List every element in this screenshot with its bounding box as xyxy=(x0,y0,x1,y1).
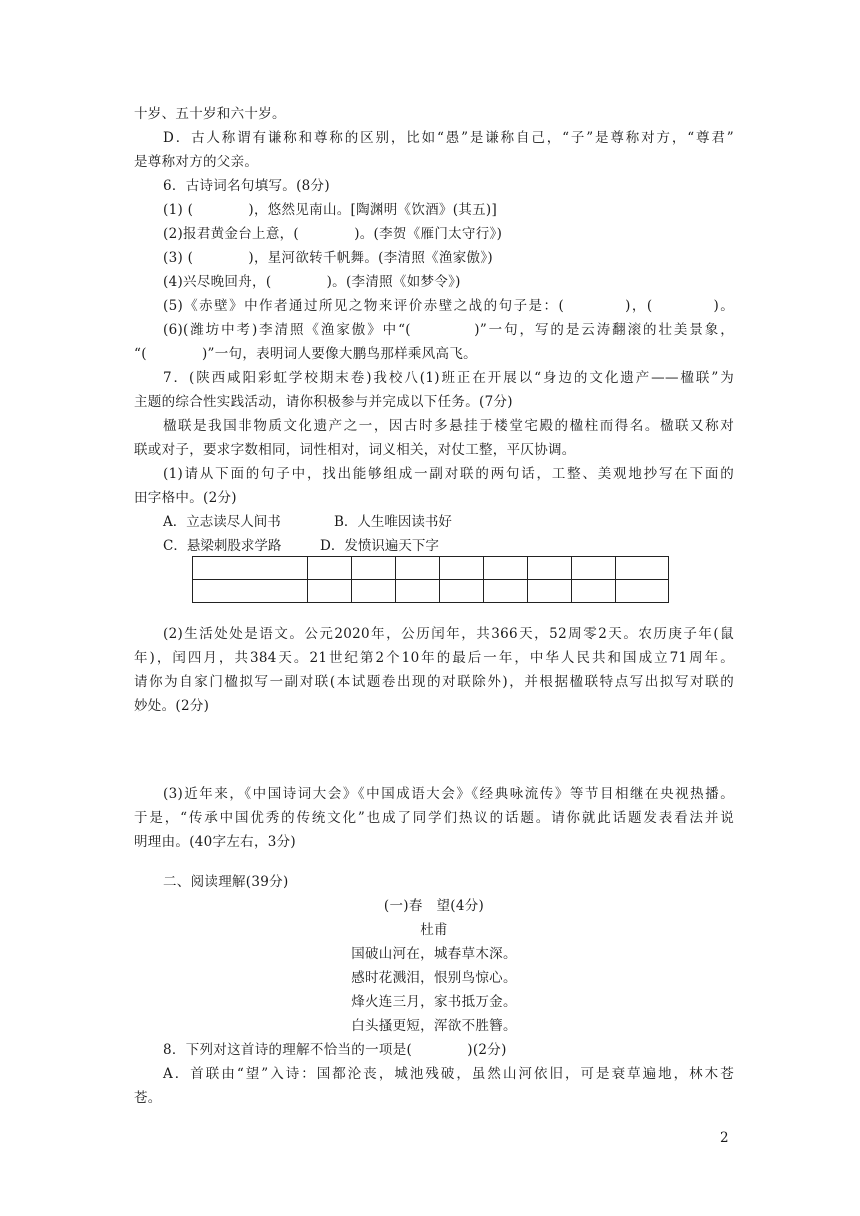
poem-line: 烽火连三月，家书抵万金。 xyxy=(351,994,517,1010)
grid-cell[interactable] xyxy=(352,557,396,580)
text-line: 于是，“传承中国优秀的传统文化”也成了同学们热议的话题。请你就此话题发表看法并说 xyxy=(134,810,734,826)
text-line: (6)(潍坊中考)李清照《渔家傲》中“( )”一句，写的是云涛翻滚的壮美景象， xyxy=(163,322,734,338)
option-c: C．悬梁刺股求学路 xyxy=(163,538,282,554)
text-line: A．首联由“望”入诗：国都沦丧，城池残破，虽然山河依旧，可是衰草遍地，林木苍 xyxy=(163,1066,734,1082)
couplet-writing-grid xyxy=(192,556,669,603)
section-heading: 二、阅读理解(39分) xyxy=(163,874,289,890)
text-line: 明理由。(40字左右，3分) xyxy=(134,834,297,850)
grid-cell[interactable] xyxy=(572,580,616,603)
grid-cell[interactable] xyxy=(616,557,669,580)
poem-author: 杜甫 xyxy=(420,922,448,938)
text-line: (3)近年来，《中国诗词大会》《中国成语大会》《经典咏流传》等节目相继在央视热播。 xyxy=(163,786,734,802)
poem-title: (一)春 望(4分) xyxy=(383,898,485,914)
page-number: 2 xyxy=(720,1130,729,1146)
grid-cell[interactable] xyxy=(396,557,440,580)
question-7-heading: 7．(陕西咸阳彩虹学校期末卷)我校八(1)班正在开展以“身边的文化遗产——楹联”为 xyxy=(163,370,734,386)
text-line: D．古人称谓有谦称和尊称的区别，比如“愚”是谦称自己，“子”是尊称对方，“尊君” xyxy=(163,130,734,146)
option-d: D．发愤识遍天下字 xyxy=(320,538,439,554)
grid-cell[interactable] xyxy=(308,557,352,580)
grid-cell[interactable] xyxy=(352,580,396,603)
text-line: 妙处。(2分) xyxy=(134,698,210,714)
question-8-heading: 8．下列对这首诗的理解不恰当的一项是( )(2分) xyxy=(163,1042,507,1058)
grid-cell[interactable] xyxy=(484,557,528,580)
question-6-heading: 6．古诗词名句填写。(8分) xyxy=(163,178,330,194)
text-line: (4)兴尽晚回舟，( )。(李清照《如梦令》) xyxy=(163,274,461,290)
text-line: (2)生活处处是语文。公元2020年，公历闰年，共366天，52周零2天。农历庚子年(鼠 xyxy=(163,626,734,642)
grid-cell[interactable] xyxy=(528,580,572,603)
text-line: 十岁、五十岁和六十岁。 xyxy=(134,106,286,122)
text-line: 苍。 xyxy=(134,1090,162,1106)
text-line: 主题的综合性实践活动，请你积极参与并完成以下任务。(7分) xyxy=(134,394,513,410)
grid-cell[interactable] xyxy=(616,580,669,603)
poem-line: 国破山河在，城春草木深。 xyxy=(351,946,517,962)
grid-cell[interactable] xyxy=(193,580,308,603)
poem-line: 感时花溅泪，恨别鸟惊心。 xyxy=(351,970,517,986)
text-line: 联或对子，要求字数相同，词性相对，词义相关，对仗工整，平仄协调。 xyxy=(134,442,576,458)
text-line: 是尊称对方的父亲。 xyxy=(134,154,259,170)
text-line: (3) ( )，星河欲转千帆舞。(李清照《渔家傲》) xyxy=(163,250,493,266)
grid-cell[interactable] xyxy=(440,557,484,580)
text-line: (1)请从下面的句子中，找出能够组成一副对联的两句话，工整、美观地抄写在下面的 xyxy=(163,466,734,482)
grid-cell[interactable] xyxy=(440,580,484,603)
grid-cell[interactable] xyxy=(396,580,440,603)
text-line: 请你为自家门楹拟写一副对联(本试题卷出现的对联除外)，并根据楹联特点写出拟写对联的 xyxy=(134,674,734,690)
option-b: B．人生唯因读书好 xyxy=(334,514,452,530)
text-line: 楹联是我国非物质文化遗产之一，因古时多悬挂于楼堂宅殿的楹柱而得名。楹联又称对 xyxy=(163,418,734,434)
text-line: “( )”一句，表明词人要像大鹏鸟那样乘风高飞。 xyxy=(134,346,477,362)
grid-cell[interactable] xyxy=(528,557,572,580)
text-line: 年)，闰四月，共384天。21世纪第2个10年的最后一年，中华人民共和国成立71周年。 xyxy=(134,650,734,666)
grid-cell[interactable] xyxy=(572,557,616,580)
grid-cell[interactable] xyxy=(308,580,352,603)
text-line: 田字格中。(2分) xyxy=(134,490,237,506)
text-line: (1) ( )，悠然见南山。[陶渊明《饮酒》(其五)] xyxy=(163,202,498,218)
grid-cell[interactable] xyxy=(484,580,528,603)
grid-cell[interactable] xyxy=(193,557,308,580)
text-line: (2)报君黄金台上意，( )。(李贺《雁门太守行》) xyxy=(163,226,503,242)
poem-line: 白头搔更短，浑欲不胜簪。 xyxy=(351,1018,517,1034)
option-a: A．立志读尽人间书 xyxy=(163,514,281,530)
text-line: (5)《赤壁》中作者通过所见之物来评价赤壁之战的句子是：( )，( )。 xyxy=(163,298,734,314)
